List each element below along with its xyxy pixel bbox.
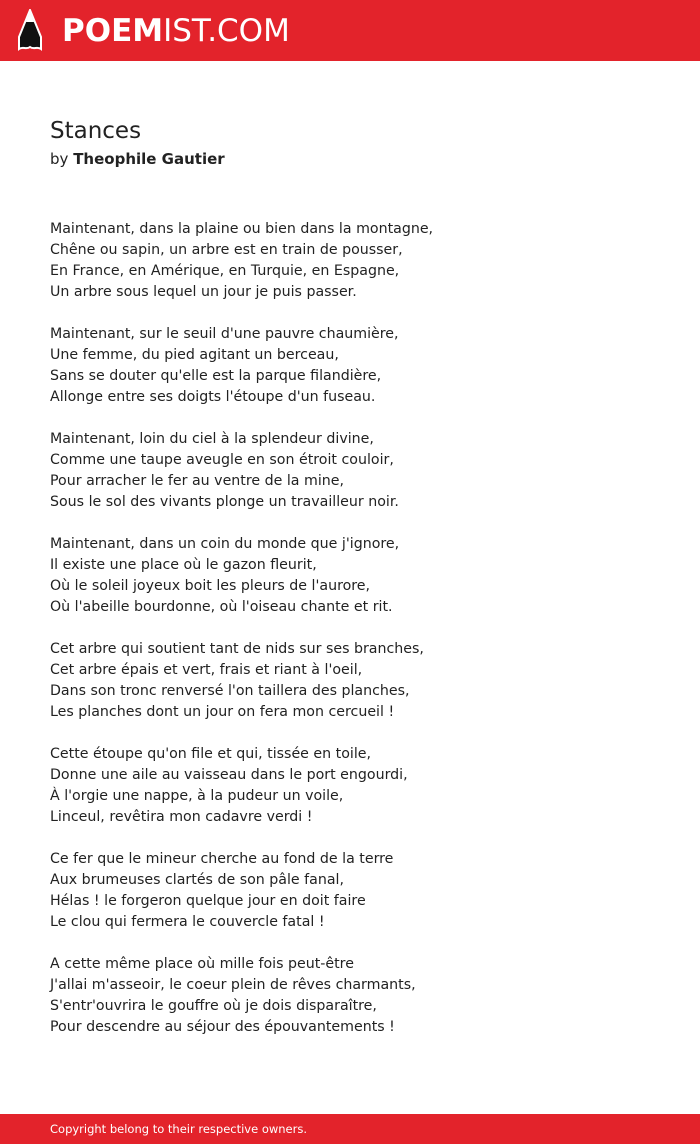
stanza: [50, 744, 670, 828]
stanza: [50, 849, 670, 933]
by-prefix: by: [50, 150, 69, 168]
poem-line: En France, en Amérique, en Turquie, en Espagne,: [50, 263, 400, 279]
poem-line: Ce fer que le mineur cherche au fond de la terre: [50, 851, 394, 867]
poem-line: Chêne ou sapin, un arbre est en train de pousser,: [50, 242, 403, 258]
poem-title: Stances: [50, 118, 142, 144]
poem-line: Cette étoupe qu'on file et qui, tissée en toile,: [50, 746, 372, 762]
poem-line: Maintenant, sur le seuil d'une pauvre chaumière,: [50, 326, 399, 342]
stanza: [50, 219, 670, 303]
poem-line: S'entr'ouvrira le gouffre où je dois disparaître,: [50, 998, 377, 1014]
poem-line: Il existe une place où le gazon fleurit,: [50, 557, 317, 573]
poem-line: Donne une aile au vaisseau dans le port engourdi,: [50, 767, 408, 783]
poem-line: Pour arracher le fer au ventre de la mine,: [50, 473, 344, 489]
stanza: [50, 429, 670, 513]
poem-line: Une femme, du pied agitant un berceau,: [50, 347, 339, 363]
poem-line: Maintenant, dans un coin du monde que j'ignore,: [50, 536, 400, 552]
poem-line: Linceul, revêtira mon cadavre verdi !: [50, 809, 313, 825]
stanza: [50, 954, 670, 1038]
site-header: [0, 0, 700, 61]
pencil-tip-icon[interactable]: [17, 9, 43, 52]
stanza: [50, 324, 670, 408]
poem-line: Allonge entre ses doigts l'étoupe d'un fuseau.: [50, 389, 376, 405]
poem-line: Maintenant, loin du ciel à la splendeur divine,: [50, 431, 374, 447]
logo-text-light: IST.COM: [163, 13, 290, 49]
poem-line: Un arbre sous lequel un jour je puis passer.: [50, 284, 357, 300]
poem-line: Où l'abeille bourdonne, où l'oiseau chante et rit.: [50, 599, 393, 615]
author-name: Theophile Gautier: [73, 150, 225, 168]
poem-line: Hélas ! le forgeron quelque jour en doit faire: [50, 893, 366, 909]
poem-line: Sous le sol des vivants plonge un travailleur noir.: [50, 494, 399, 510]
site-footer: [0, 1114, 700, 1144]
poem-line: Cet arbre qui soutient tant de nids sur ses branches,: [50, 641, 424, 657]
site-logo[interactable]: [62, 11, 290, 51]
poem-line: A cette même place où mille fois peut-être: [50, 956, 354, 972]
poem-line: Le clou qui fermera le couvercle fatal !: [50, 914, 325, 930]
poem-line: Pour descendre au séjour des épouvantements !: [50, 1019, 395, 1035]
poem-line: Dans son tronc renversé l'on taillera des planches,: [50, 683, 410, 699]
byline: [50, 148, 225, 170]
poem-line: Cet arbre épais et vert, frais et riant à l'oeil,: [50, 662, 363, 678]
poem-line: Où le soleil joyeux boit les pleurs de l'aurore,: [50, 578, 371, 594]
poem-line: Sans se douter qu'elle est la parque filandière,: [50, 368, 382, 384]
poem-line: Comme une taupe aveugle en son étroit couloir,: [50, 452, 394, 468]
poem-line: Aux brumeuses clartés de son pâle fanal,: [50, 872, 344, 888]
poem-body: [50, 219, 670, 1059]
poem-line: Les planches dont un jour on fera mon cercueil !: [50, 704, 395, 720]
poem-line: J'allai m'asseoir, le coeur plein de rêves charmants,: [50, 977, 416, 993]
logo-text-bold: POEM: [62, 13, 164, 49]
poem-line: À l'orgie une nappe, à la pudeur un voile,: [50, 788, 344, 804]
stanza: [50, 534, 670, 618]
poem-line: Maintenant, dans la plaine ou bien dans la montagne,: [50, 221, 434, 237]
stanza: [50, 639, 670, 723]
copyright-notice: Copyright belong to their respective owners.: [50, 1122, 308, 1136]
